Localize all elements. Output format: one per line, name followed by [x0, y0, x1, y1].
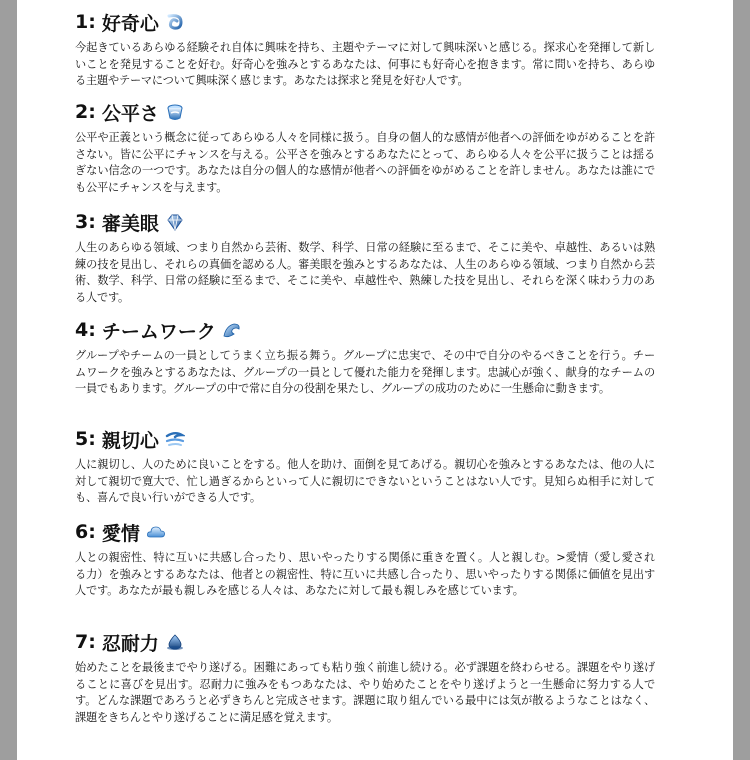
section-heading [75, 100, 655, 124]
section-number: 2: [75, 101, 96, 123]
strength-section-6 [75, 520, 655, 600]
cloud-icon [146, 522, 166, 542]
section-title: 忍耐力 [101, 632, 159, 655]
section-title: チームワーク [101, 320, 216, 343]
drop-icon [165, 632, 185, 652]
section-heading [75, 10, 655, 34]
section-heading [75, 520, 655, 544]
section-number: 7: [75, 631, 96, 653]
section-body: 人生のあらゆる領域、つまり自然から芸術、数学、科学、日常の経験に至るまで、そこに美や、卓越性、あるいは熟練の技を見出し、それらの真価を認める人。審美眼を強みとするあなたは、人生のあらゆる領域、つまり自然から芸術、数学、科学、日常の経験に至るまで、そこに美や、卓越性や、熟練した技を見出し、それらを深く味わう力のある人です。 [75, 241, 655, 304]
strength-section-5 [75, 427, 655, 507]
section-body: 公平や正義という概念に従ってあらゆる人々を同様に扱う。自身の個人的な感情が他者への評価をゆがめることを許さない。皆に公平にチャンスを与える。公平さを強みとするあなたにとって、あらゆる人々を公平に扱うことは揺るぎない信念の一つです。あなたは自分の個人的な感情が他者への評価をゆがめることを許しません。あなたは誰にでも公平にチャンスを与えます。 [75, 131, 655, 194]
section-title: 審美眼 [101, 212, 159, 235]
section-number: 6: [75, 521, 96, 543]
strength-section-2 [75, 100, 655, 196]
section-body: グループやチームの一員としてうまく立ち振る舞う。グループに忠実で、その中で自分のやるべきことを行う。チームワークを強みとするあなたは、グループの一員として優れた能力を発揮します。忠誠心が強く、献身的なチームの一員でもあります。グループの中で常に自分の役割を果たし、グループの成功のために一生懸命に動きます。 [75, 349, 655, 395]
section-number: 5: [75, 428, 96, 450]
strength-section-4 [75, 318, 655, 398]
section-body: 人に親切し、人のために良いことをする。他人を助け、面倒を見てあげる。親切心を強みとするあなたは、他の人に対して親切で寛大で、忙し過ぎるからといって人に親切にできないということはない人です。見知らぬ相手に対しても、喜んで良い行いができる人です。 [75, 458, 655, 504]
section-heading [75, 210, 655, 234]
strength-section-1 [75, 10, 655, 90]
section-heading [75, 630, 655, 654]
section-title: 親切心 [101, 429, 159, 452]
swirl-icon [165, 12, 185, 32]
strength-section-3 [75, 210, 655, 306]
wind-icon [165, 429, 185, 449]
section-heading [75, 318, 655, 342]
wave-icon [222, 320, 242, 340]
section-body: 今起きているあらゆる経験それ自体に興味を持ち、主題やテーマに対して興味深いと感じる。探求心を発揮して新しいことを発見することを好む。好奇心を強みとするあなたは、何事にも好奇心を抱きます。常に問いを持ち、あらゆる主題やテーマについて興味深く感じます。あなたは探求と発見を好む人です。 [75, 41, 655, 87]
section-number: 4: [75, 319, 96, 341]
section-title: 好奇心 [101, 12, 159, 35]
section-title: 愛情 [101, 522, 140, 545]
strength-section-7 [75, 630, 655, 726]
section-body: 人との親密性、特に互いに共感し合ったり、思いやったりする関係に重きを置く。人と親しむ。>愛情（愛し愛される力）を強みとするあなたは、他者との親密性、特に互いに共感し合ったり、思いやったりする関係に価値を見出す人です。あなたが最も親しみを感じる人々は、あなたに対して最も親しみを感じています。 [75, 551, 655, 597]
section-body: 始めたことを最後までやり遂げる。困難にあっても粘り強く前進し続ける。必ず課題を終わらせる。課題をやり遂げることに喜びを見出す。忍耐力に強みをもつあなたは、やり始めたことをやり遂げようと一生懸命に努力する人です。どんな課題であろうと必ずきちんと完成させます。課題に取り組んでいる最中には気が散るようなことはなく、課題をきちんとやり遂げることに満足感を覚えます。 [75, 661, 655, 724]
section-number: 1: [75, 11, 96, 33]
water-cup-icon [165, 102, 185, 122]
section-number: 3: [75, 211, 96, 233]
gem-icon [165, 212, 185, 232]
section-heading [75, 427, 655, 451]
section-title: 公平さ [101, 102, 159, 125]
document-page [17, 0, 733, 760]
